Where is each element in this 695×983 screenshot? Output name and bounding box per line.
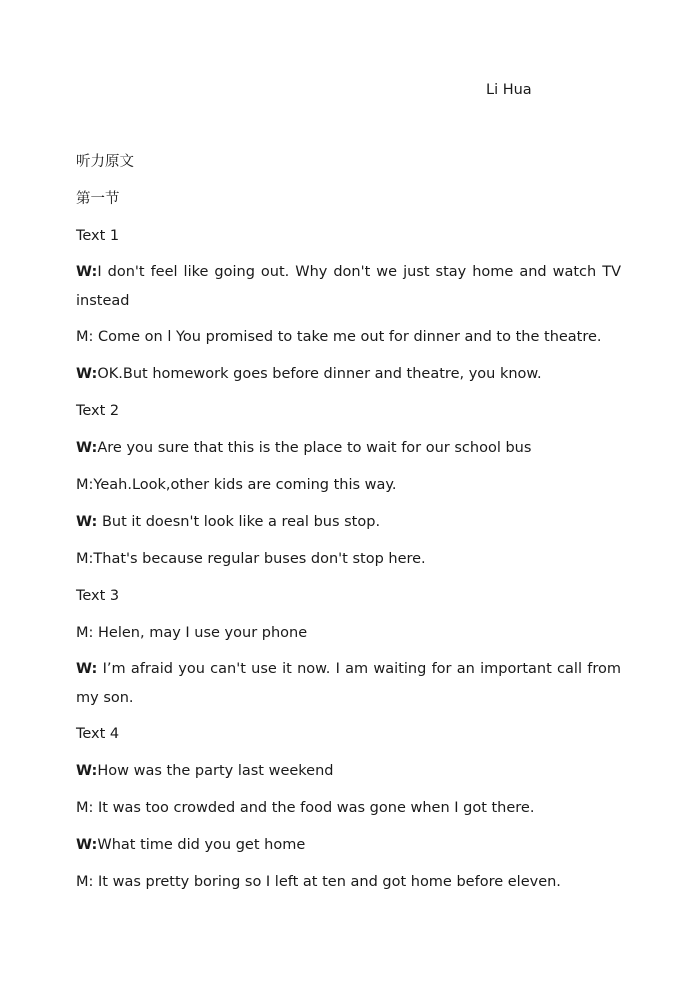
dialog-line — [76, 512, 621, 532]
speaker-label: W: — [76, 837, 98, 853]
subsection-title: 第一节 — [76, 191, 120, 207]
speaker-label: W: — [76, 514, 98, 530]
speaker-label: M: — [76, 477, 94, 493]
dialog-text: I’m afraid you can't use it now. I am waiting for an important call from my son. — [76, 661, 621, 706]
speaker-label: W: — [76, 264, 98, 280]
dialog-text: How was the party last weekend — [97, 763, 334, 779]
dialog-line — [76, 475, 621, 495]
section-title: 听力原文 — [76, 154, 134, 170]
speaker-label: M: — [76, 625, 94, 641]
speaker-label: W: — [76, 440, 98, 456]
text-heading: Text 2 — [76, 403, 120, 419]
speaker-label: M: — [76, 874, 94, 890]
dialog-text: Are you sure that this is the place to wait for our school bus — [97, 440, 532, 456]
text-heading: Text 4 — [76, 726, 120, 742]
dialog-text: It was pretty boring so I left at ten and got home before eleven. — [93, 874, 561, 890]
dialog-line — [76, 327, 621, 347]
dialog-line — [76, 438, 621, 458]
dialog-line — [76, 258, 621, 316]
dialog-line — [76, 549, 621, 569]
text-heading: Text 1 — [76, 228, 120, 244]
author-name: Li Hua — [486, 82, 532, 98]
dialog-text: Yeah.Look,other kids are coming this way. — [93, 477, 397, 493]
speaker-label: W: — [76, 661, 98, 677]
dialog-line — [76, 761, 621, 781]
dialog-line — [76, 798, 621, 818]
dialog-line — [76, 364, 621, 384]
dialog-text: It was too crowded and the food was gone when I got there. — [93, 800, 535, 816]
text-heading: Text 3 — [76, 588, 120, 604]
speaker-label: W: — [76, 366, 98, 382]
speaker-label: W: — [76, 763, 98, 779]
dialog-text: Come on l You promised to take me out for dinner and to the theatre. — [93, 329, 602, 345]
speaker-label: M: — [76, 551, 94, 567]
dialog-text: OK.But homework goes before dinner and theatre, you know. — [97, 366, 542, 382]
dialog-text: Helen, may I use your phone — [93, 625, 308, 641]
dialog-line — [76, 872, 621, 892]
dialog-line — [76, 835, 621, 855]
dialog-text: What time did you get home — [97, 837, 306, 853]
dialog-text: But it doesn't look like a real bus stop. — [97, 514, 381, 530]
transcript-body — [76, 152, 621, 909]
speaker-label: M: — [76, 800, 94, 816]
dialog-line — [76, 655, 621, 713]
dialog-line — [76, 623, 621, 643]
dialog-text: I don't feel like going out. Why don't we just stay home and watch TV instead — [76, 264, 621, 309]
speaker-label: M: — [76, 329, 94, 345]
dialog-text: That's because regular buses don't stop here. — [93, 551, 426, 567]
